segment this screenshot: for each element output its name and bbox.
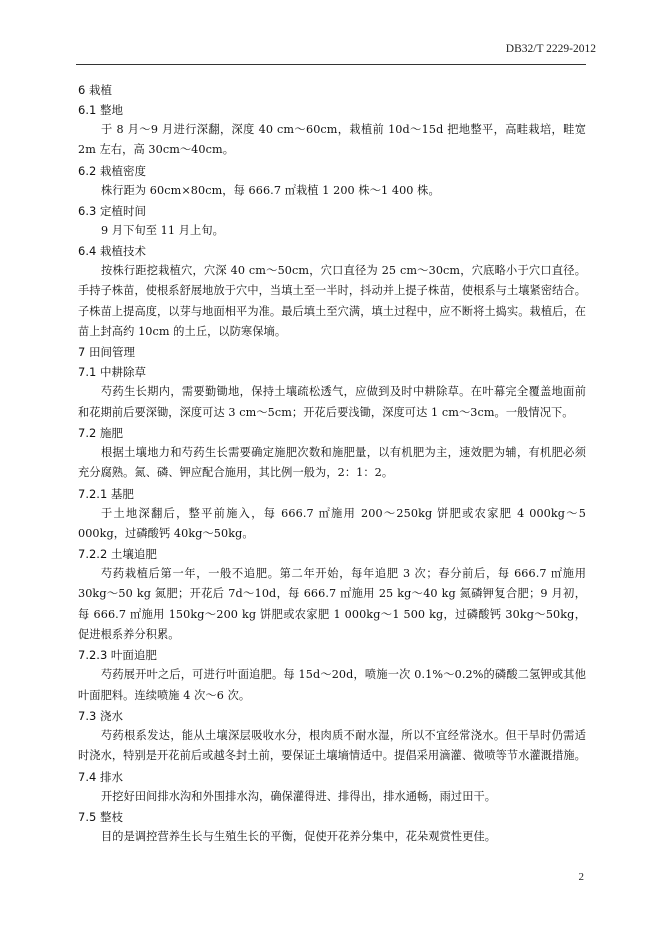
heading-6: 6 栽植 bbox=[78, 83, 112, 97]
heading-7-2: 7.2 施肥 bbox=[78, 425, 123, 440]
heading-6-4: 6.4 栽植技术 bbox=[78, 244, 146, 259]
heading-6-2: 6.2 栽植密度 bbox=[78, 163, 146, 178]
paragraph-6-2: 株行距为 60cm×80cm，每 666.7 ㎡栽植 1 200 株～1 400 株。 bbox=[101, 183, 440, 197]
heading-7-1: 7.1 中耕除草 bbox=[78, 365, 146, 380]
header-rule bbox=[76, 64, 586, 65]
paragraph-7-2-1: 于土地深翻后，整平前施入，每 666.7 ㎡施用 200～250kg 饼肥或农家肥 4 000kg～5 000kg，过磷酸钙 40kg～50kg。 bbox=[78, 506, 586, 540]
paragraph-7-2-2: 芍药栽植后第一年，一般不追肥。第二年开始，每年追肥 3 次；春分前后，每 666.7 ㎡施用 30kg～50 kg 氮肥；开花后 7d～10d，每 666.7 ㎡施用 25 kg～40 kg 氮磷钾复合肥；9 月初，每 666.7 ㎡施用 150kg～200 kg 饼肥或农家肥 1 000kg～1 500 kg，过磷酸钙 30kg～50kg，促进根系养分积累。 bbox=[78, 567, 586, 642]
heading-6-3: 6.3 定植时间 bbox=[78, 203, 146, 218]
page-number: 2 bbox=[578, 871, 584, 883]
paragraph-6-4: 按株行距挖栽植穴，穴深 40 cm～50cm，穴口直径为 25 cm～30cm，穴底略小于穴口直径。手持子株苗，使根系舒展地放于穴中，当填土至一半时，抖动并上提子株苗，使根系与土壤紧密结合。子株苗上提高度，以芽与地面相平为准。最后填土至穴满，填土过程中，应不断将土捣实。栽植后，在苗上封高约 10cm 的土丘，以防寒保墒。 bbox=[78, 264, 586, 339]
paragraph-7-2: 根据土壤地力和芍药生长需要确定施肥次数和施肥量，以有机肥为主，速效肥为辅，有机肥必须充分腐熟。氮、磷、钾应配合施用，其比例一般为，2：1：2。 bbox=[78, 445, 586, 480]
heading-7-2-2: 7.2.2 土壤追肥 bbox=[78, 547, 157, 562]
standard-code: DB32/T 2229-2012 bbox=[505, 43, 596, 55]
paragraph-7-5: 目的是调控营养生长与生殖生长的平衡，促使开花养分集中，花朵观赏性更佳。 bbox=[101, 829, 497, 843]
paragraph-7-1: 芍药生长期内，需要勤锄地，保持土壤疏松透气，应做到及时中耕除草。在叶幕完全覆盖地面前和花期前后要深锄，深度可达 3 cm～5cm；开花后要浅锄，深度可达 1 cm～3cm。一般情况下。 bbox=[78, 385, 586, 419]
document-body bbox=[78, 80, 586, 847]
paragraph-7-4: 开挖好田间排水沟和外围排水沟，确保灌得进、排得出，排水通畅，雨过田干。 bbox=[101, 789, 497, 803]
heading-7-2-3: 7.2.3 叶面追肥 bbox=[78, 648, 157, 663]
paragraph-6-1: 于 8 月～9 月进行深翻，深度 40 cm～60cm，栽植前 10d～15d 把地整平，高畦栽培，畦宽 2m 左右，高 30cm～40cm。 bbox=[78, 123, 586, 157]
paragraph-6-3: 9 月下旬至 11 月上旬。 bbox=[101, 223, 224, 237]
heading-7-2-1: 7.2.1 基肥 bbox=[78, 486, 134, 501]
heading-7-4: 7.4 排水 bbox=[78, 769, 123, 784]
heading-7-5: 7.5 整枝 bbox=[78, 809, 123, 824]
heading-7: 7 田间管理 bbox=[78, 345, 135, 360]
heading-7-3: 7.3 浇水 bbox=[78, 708, 123, 723]
heading-6-1: 6.1 整地 bbox=[78, 103, 123, 117]
paragraph-7-3: 芍药根系发达，能从土壤深层吸收水分，根肉质不耐水湿，所以不宜经常浇水。但干旱时仍需适时浇水，特别是开花前后或越冬封土前，要保证土壤墒情适中。提倡采用滴灌、微喷等节水灌溉措施。 bbox=[78, 728, 586, 763]
paragraph-7-2-3: 芍药展开叶之后，可进行叶面追肥。每 15d～20d，喷施一次 0.1%～0.2%的磷酸二氢钾或其他叶面肥料。连续喷施 4 次～6 次。 bbox=[78, 668, 586, 702]
